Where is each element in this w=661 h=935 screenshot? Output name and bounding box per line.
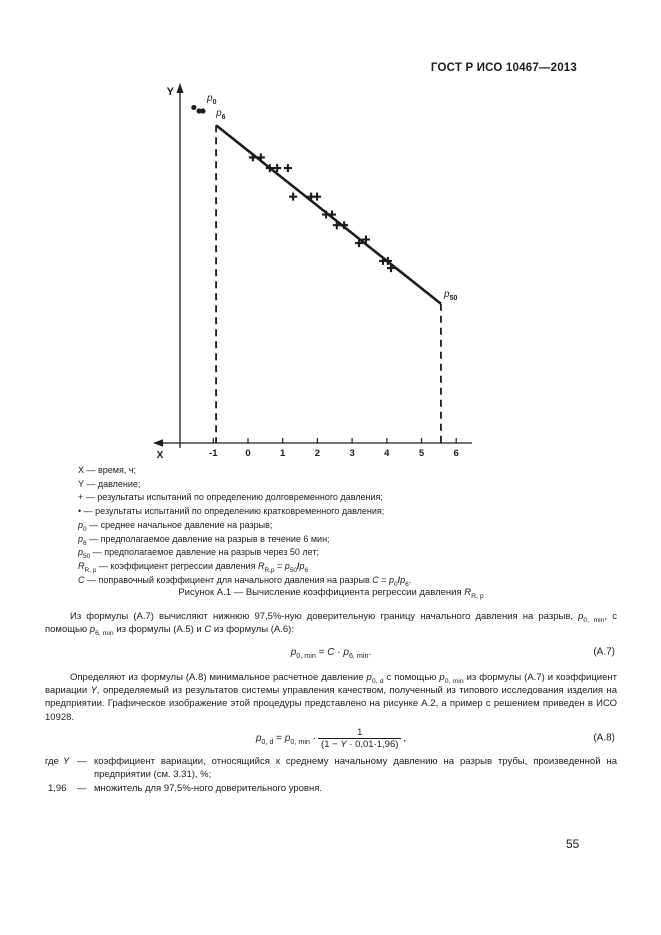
legend-item: C — поправочный коэффициент для начального давления на разрыв $C = p_0/p_6$. [78, 574, 412, 588]
plus-point [289, 193, 297, 201]
where-dash: — [77, 756, 87, 767]
page-number: 55 [566, 837, 580, 851]
where-row [45, 756, 617, 782]
paragraph: Определяют из формулы (А.8) минимальное расчетное давление $p_{0, d}$ с помощью $p_{0, min}$ из формулы (А.7) и коэффициент вариации Y, определяемый из результатов системы управления качеством, полученный из типового исследования изделия на предприятии. Графическое изображение этой процедуры представлено на рисунке А.2, а пример с решением приведен в ИСО 10928. [45, 672, 618, 723]
x-axis-label: X [156, 450, 164, 461]
where-term: 1,96 [48, 782, 67, 794]
legend-item: $p_{50}$ — предполагаемое давление на разрыв через 50 лет; [78, 547, 319, 561]
regression-chart [150, 80, 495, 472]
y-axis-arrow-icon [177, 83, 184, 93]
legend-item: $p_6$ — предполагаемое давление на разрыв в течение 6 мин; [78, 533, 330, 547]
formula-a8-ref: (А.8) [593, 732, 615, 744]
where-dash: — [77, 782, 87, 794]
x-tick-label: -1 [209, 448, 218, 459]
point-label: $p_0$ [207, 92, 217, 106]
x-axis-arrow-icon [153, 439, 163, 446]
plus-point [249, 153, 257, 161]
plus-point [313, 193, 321, 201]
fraction-denominator: (1 − Y · 0,01·1,96) [318, 738, 401, 750]
point-label: $p_{50}$ [444, 288, 458, 302]
page-title: ГОСТ Р ИСО 10467—2013 [430, 62, 577, 74]
where-lead: где [45, 756, 59, 767]
x-tick-label: 2 [314, 448, 321, 459]
figure-legend [78, 464, 548, 587]
formula-a8-lhs: $p_{0, d} = p_{0, min}$ · [255, 732, 317, 746]
fraction-numerator: 1 [357, 726, 363, 738]
paragraph: Из формулы (А.7) вычисляют нижнюю 97,5%-ную доверительную границу начального давления на разрыв, $p_{0, min}$, с помощью $p_{6, min}$ из формулы (А.5) и C из формулы (А.6): [45, 611, 617, 638]
where-block [45, 756, 617, 796]
where-definition: множитель для 97,5%-ного доверительного уровня. [94, 782, 322, 794]
plus-point [284, 164, 292, 172]
y-axis-label: Y [166, 86, 174, 98]
where-row [45, 783, 617, 796]
x-tick-label: 6 [453, 448, 459, 459]
legend-item: • — результаты испытаний по определению кратковременного давления; [78, 506, 385, 517]
x-tick-label: 3 [349, 448, 355, 459]
legend-item: X — время, ч; [78, 465, 137, 475]
legend-item: + — результаты испытаний по определению долговременного давления; [78, 492, 383, 503]
x-tick-label: 5 [418, 448, 425, 459]
where-definition: коэффициент вариации, относящийся к среднему начальному давлению на разрыв трубы, произведенной на предприятии (см. 3.31), %; [94, 756, 617, 780]
x-tick-label: 0 [245, 448, 251, 459]
x-tick-label: 4 [384, 448, 390, 459]
formula-a7-ref: (А.7) [593, 646, 615, 658]
dot-point [191, 105, 196, 110]
legend-item: $R_{R, p}$ — коэффициент регрессии давления $R_{R,p} = p_{50}/p_6$ [78, 560, 309, 574]
legend-item: $p_0$ — среднее начальное давление на разрыв; [78, 519, 273, 533]
dot-point [200, 108, 205, 113]
fraction [318, 727, 401, 750]
formula-a7-body: $p_{0, min} = C \cdot p_{6, min}$. [290, 646, 372, 660]
figure-caption: Рисунок А.1 — Вычисление коэффициента регрессии давления $R_{R, p}$ [178, 587, 484, 600]
point-label: $p_6$ [216, 107, 226, 121]
formula-a8 [45, 724, 617, 752]
x-tick-label: 1 [280, 448, 286, 459]
legend-item: Y — давление; [78, 478, 141, 489]
where-term: Y [63, 756, 70, 767]
formula-a8-tail: , [403, 732, 407, 744]
plus-point [328, 211, 336, 219]
formula-a7 [45, 644, 617, 660]
